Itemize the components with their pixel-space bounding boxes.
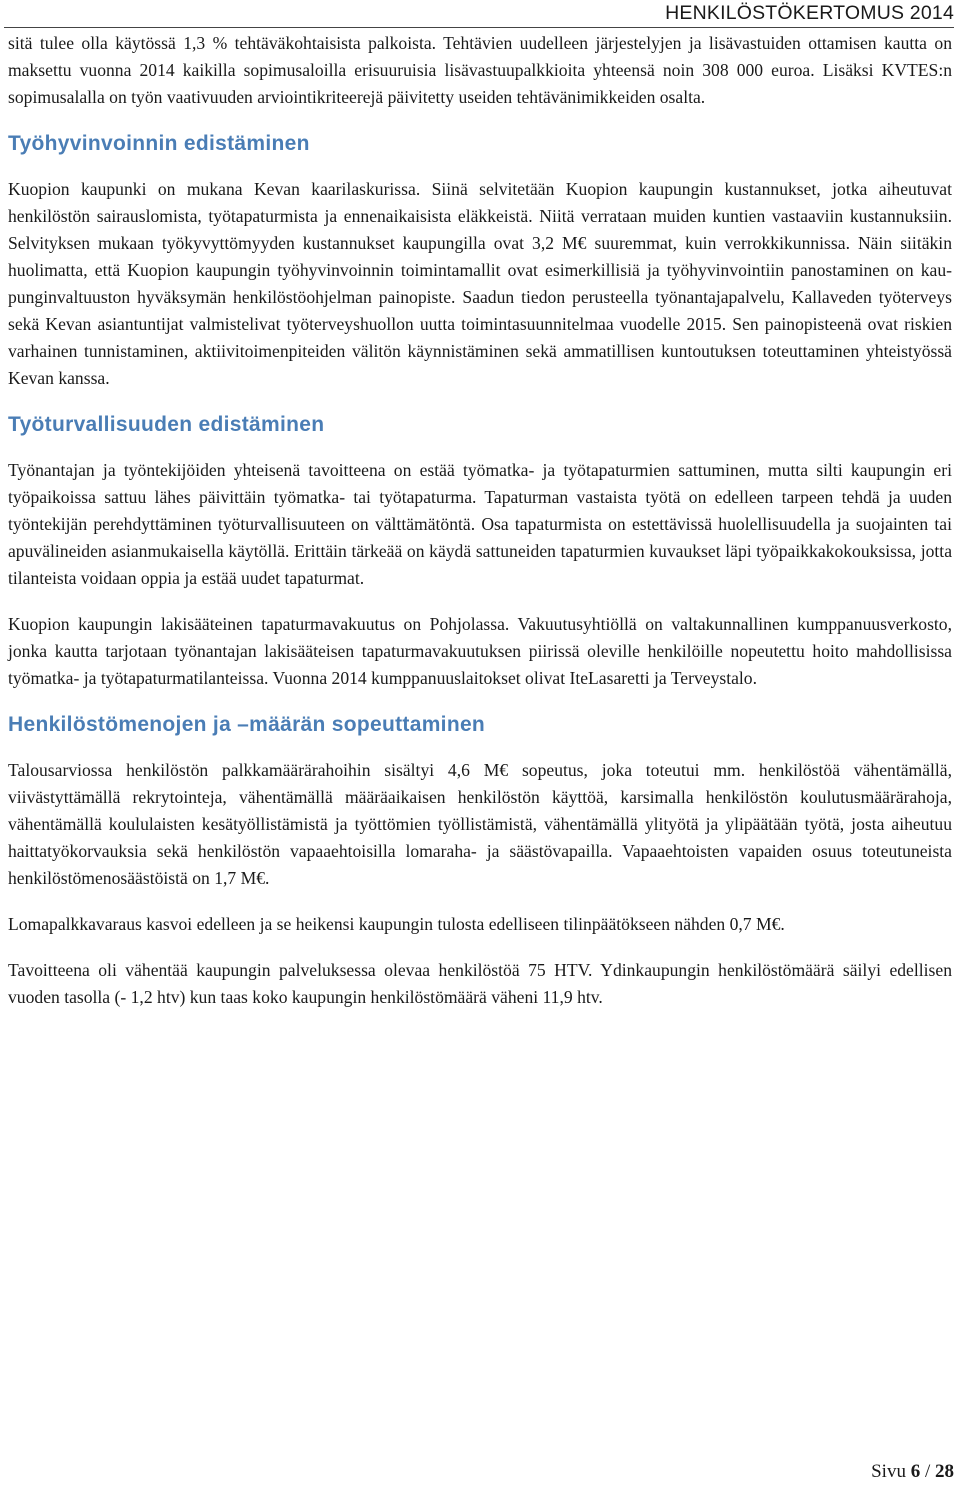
intro-paragraph: sitä tulee olla käytössä 1,3 % tehtäväkohtaisista palkoista. Tehtävien uudelleen järjestelyjen ja lisävastuiden ottamisen kautta on maksettu vuonna 2014 kaikilla sopimusaloilla erisuuruisia lisävastuupalkkioita yhteensä noin 308 000 euroa. Lisäksi KVTES:n sopimusalalla on työn vaativuuden arviointikriteerejä päivitetty useiden tehtävänimikkeiden osalta.: [8, 33, 952, 107]
page-current: 6: [910, 1461, 921, 1482]
paragraph-henkilostomenot-3: Tavoitteena oli vähentää kaupungin palveluksessa olevaa henkilöstöä 75 HTV. Ydinkaupungin henkilöstömäärä säilyi edellisen vuoden tasolla (- 1,2 htv) kun taas koko kaupungin henkilöstömäärä väheni 11,9 htv.: [8, 960, 952, 1007]
page-number: [871, 1461, 954, 1483]
page-total: 28: [935, 1461, 954, 1482]
section-heading-tyoturvallisuus: Työturvallisuuden edistäminen: [8, 413, 325, 436]
page-separator: /: [920, 1461, 935, 1482]
header-rule: [4, 27, 954, 28]
paragraph-henkilostomenot-1: Talousarviossa henkilöstön palkkamäärärahoihin sisältyi 4,6 M€ sopeutus, joka toteutui mm. henkilöstöä vähentämällä, viivästyttämällä rekrytointeja, vähentämällä määräaikaisen henkilöstön käyttöä, karsimalla henkilöstön koulutusmäärärahoja, vähentämällä koululaisten kesätyöllistämistä ja työttömien työllistämistä, vähentämällä ylityötä ja ylipäätään työtä, josta aiheutuu haittatyökorvauksia sekä henkilöstön vapaaehtoisilla lomaraha- ja säästövapailla. Vapaaehtoisten vapaiden osuus toteutuneista henkilöstömenosäästöistä on 1,7 M€.: [8, 760, 952, 888]
section-heading-tyohyvinvointi: Työhyvinvoinnin edistäminen: [8, 132, 310, 155]
document-header-title: HENKILÖSTÖKERTOMUS 2014: [665, 2, 954, 24]
paragraph-tyoturvallisuus-2: Kuopion kaupungin lakisääteinen tapaturmavakuutus on Pohjolassa. Vakuutusyhtiöllä on valtakunnallinen kumppanuusverkosto, jonka kautta tarjotaan työnantajan lakisääteisen tapaturmavakuutuksen piirissä oleville henkilöille nopeutettu hoito mahdollisissa työmatka- ja työtapaturmatilanteissa. Vuonna 2014 kumppanuuslaitokset olivat IteLasaretti ja Terveystalo.: [8, 614, 952, 688]
document-body: [8, 30, 952, 1011]
section-heading-henkilostomenot: Henkilöstömenojen ja –määrän sopeuttaminen: [8, 713, 486, 736]
paragraph-tyohyvinvointi: Kuopion kaupunki on mukana Kevan kaarilaskurissa. Siinä selvitetään Kuopion kaupungin kustannukset, jotka aiheutuvat henkilöstön sairauslomista, työtapaturmista ja ennenaikaisista eläkkeistä. Niitä verrataan muiden kuntien vastaaviin kustannuksiin. Selvityksen mukaan työkyvyttömyyden kustannukset kaupungilla ovat 3,2 M€ suuremmat, kuin verrokkikunnissa. Näin siitäkin huolimatta, että Kuopion kaupungin työhyvinvoinnin toimintamallit ovat esimerkillisiä ja työhyvinvointiin panostaminen on kaupunginvaltuuston hyväksymän henkilöstöohjelman painopiste. Saadun tiedon perusteella työnantajapalvelu, Kallaveden työterveys sekä Kevan asiantuntijat valmistelivat työterveyshuollon uutta toimintasuunnitelmaa vuodelle 2015. Sen painopisteenä ovat riskien varhainen tunnistaminen, aktiivitoimenpiteiden välitön käynnistäminen sekä ammatillisen kuntoutuksen toteuttaminen yhteistyössä Kevan kanssa.: [8, 179, 952, 388]
paragraph-henkilostomenot-2: Lomapalkkavaraus kasvoi edelleen ja se heikensi kaupungin tulosta edelliseen tilinpäätökseen nähden 0,7 M€.: [8, 914, 785, 934]
page-label: Sivu: [871, 1461, 906, 1482]
paragraph-tyoturvallisuus-1: Työnantajan ja työntekijöiden yhteisenä tavoitteena on estää työmatka- ja työtapaturmien sattuminen, mutta silti kaupungin eri työpaikoissa sattuu lähes päivittäin työmatka- tai työtapaturma. Tapaturman vastaista työtä on edelleen tarpeen tehdä ja uuden työntekijän perehdyttäminen työturvallisuuteen on välttämätöntä. Osa tapaturmista on estettävissä huolellisuudella ja suojainten tai apuvälineiden asianmukaisella käytöllä. Erittäin tärkeää on käydä sattuneiden tapaturmien kuvaukset läpi työpaikkakokouksissa, jotta tilanteista voidaan oppia ja estää uudet tapaturmat.: [8, 460, 952, 588]
